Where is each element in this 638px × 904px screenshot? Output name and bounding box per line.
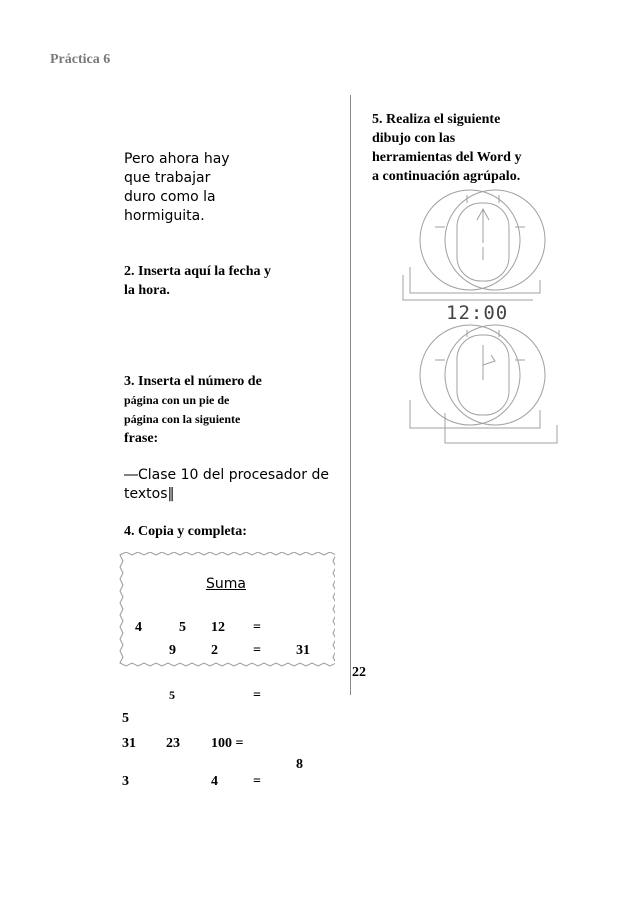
- item-2-line: la hora.: [124, 283, 170, 298]
- item-3: [124, 372, 262, 448]
- item-4: 4. Copia y completa:: [124, 524, 247, 539]
- item-3-line: página con un pie de: [124, 393, 230, 407]
- suma-caption: Suma: [206, 576, 246, 592]
- quote-line: ―Clase 10 del procesador de: [124, 467, 329, 483]
- column-divider: [350, 95, 351, 695]
- cell-r5-c1: 31: [122, 736, 136, 751]
- item-2-line: 2. Inserta aquí la fecha y: [124, 264, 271, 279]
- item-5: [372, 110, 521, 186]
- intro-line: que trabajar: [124, 170, 211, 186]
- top-clock-circle-left: [420, 190, 520, 290]
- item-5-line: dibujo con las: [372, 131, 456, 146]
- cell-r1-c2: 5: [179, 620, 186, 635]
- quote-line: textos‖: [124, 486, 175, 502]
- cell-r1-c4: =: [253, 620, 261, 635]
- top-bracket-2: [403, 275, 533, 300]
- cell-r1-c1: 4: [135, 620, 142, 635]
- bottom-minute-hand: [483, 355, 495, 365]
- item-3-end: frase:: [124, 431, 159, 446]
- cell-r2-c3: =: [253, 643, 261, 658]
- intro-line: Pero ahora hay: [124, 151, 230, 167]
- cell-r2-c4: 31: [296, 643, 310, 658]
- intro-line: hormiguita.: [124, 208, 205, 224]
- cell-r7-c3: =: [253, 774, 261, 789]
- item-5-line: herramientas del Word y: [372, 150, 522, 165]
- page-header: Práctica 6: [50, 52, 111, 67]
- cell-r3-c1: 5: [169, 688, 175, 702]
- cell-r6-c1: 8: [296, 757, 303, 772]
- item-3-line: página con la siguiente: [124, 412, 241, 426]
- intro-line: duro como la: [124, 189, 216, 205]
- stray-number: 22: [352, 665, 366, 680]
- cell-r2-c2: 2: [211, 643, 218, 658]
- item-5-line: a continuación agrúpalo.: [372, 169, 521, 184]
- bottom-clock-circle-left: [420, 325, 520, 425]
- cell-r3-c2: =: [253, 688, 261, 703]
- cell-r5-c3: 100 =: [211, 736, 244, 751]
- item-5-line: 5. Realiza el siguiente: [372, 112, 501, 127]
- clock-time-label: 12:00: [446, 302, 509, 324]
- cell-r5-c2: 23: [166, 736, 180, 751]
- cell-r7-c1: 3: [122, 774, 129, 789]
- quote-text: [124, 466, 329, 504]
- cell-r4-c1: 5: [122, 711, 129, 726]
- intro-text: [124, 150, 230, 226]
- item-2: [124, 262, 271, 300]
- item-3-title: 3. Inserta el número de: [124, 374, 262, 389]
- cell-r1-c3: 12: [211, 620, 225, 635]
- cell-r7-c2: 4: [211, 774, 218, 789]
- cell-r2-c1: 9: [169, 643, 176, 658]
- bottom-clock-circle-right: [445, 325, 545, 425]
